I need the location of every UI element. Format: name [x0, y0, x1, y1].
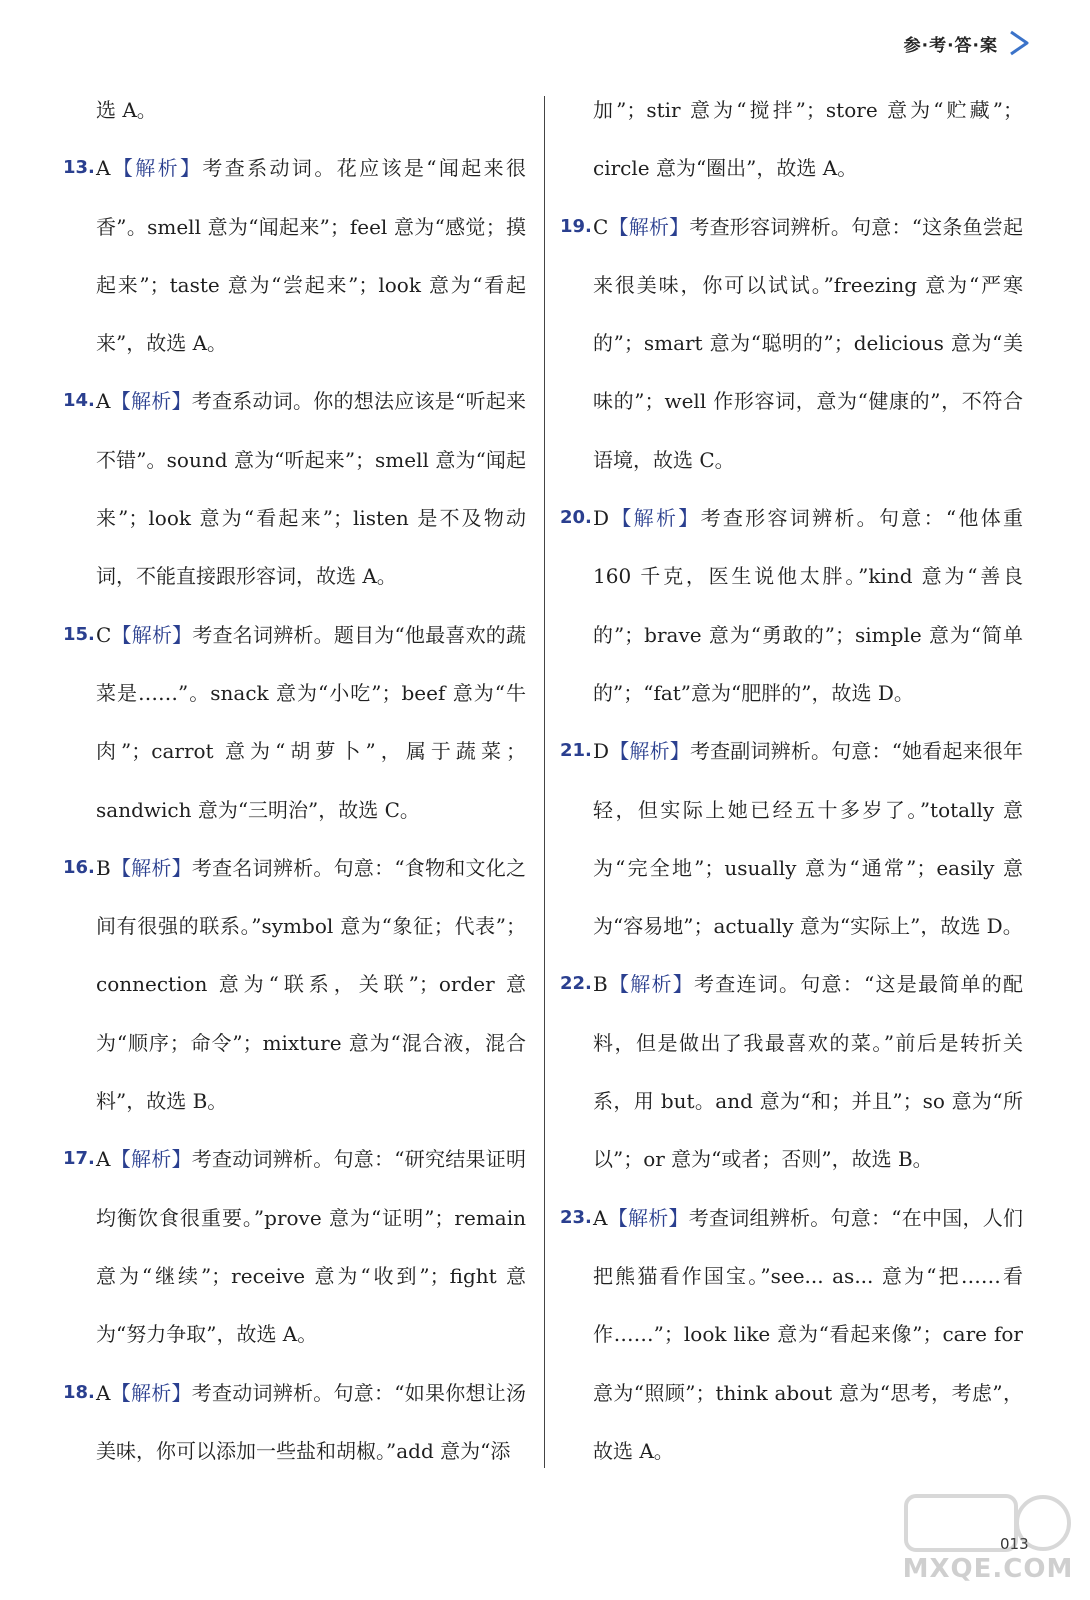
explanation-text: 考查系动词。你的想法应该是“听起来不错”。sound 意为“听起来”；smell 意为“闻起来”；look 意为“看起来”；listen 是不及物动词，不能直接跟形容词，故选 A。 — [96, 389, 526, 589]
answer-letter: B — [96, 855, 111, 880]
answer-item — [63, 139, 527, 372]
question-number: 14. — [63, 390, 95, 412]
right-column — [560, 81, 1024, 1480]
answer-letter: A — [96, 389, 111, 414]
answer-item — [63, 372, 526, 605]
answer-letter: A — [593, 1205, 608, 1230]
analysis-tag: 【解析】 — [607, 1205, 689, 1230]
question-number: 16. — [63, 856, 95, 878]
analysis-tag: 【解析】 — [110, 1380, 192, 1405]
analysis-tag: 【解析】 — [607, 972, 694, 997]
analysis-tag: 【解析】 — [110, 855, 192, 880]
watermark-text: MXQE.COM — [902, 1554, 1074, 1584]
left-column — [63, 81, 527, 1480]
explanation-text: 考查连词。句意：“这是最简单的配料，但是做出了我最喜欢的菜。”前后是转折关系，用 but。and 意为“和；并且”；so 意为“所以”；or 意为“或者；否则”，故选 B。 — [593, 972, 1023, 1172]
answer-letter: A — [96, 156, 111, 181]
explanation-text: 考查动词辨析。句意：“研究结果证明均衡饮食很重要。”prove 意为“证明”；remain 意为“继续”；receive 意为“收到”；fight 意为“努力争取”，故选 A。 — [96, 1147, 526, 1347]
answer-letter: D — [593, 739, 610, 764]
analysis-tag: 【解析】 — [111, 622, 193, 647]
answer-item — [560, 198, 1023, 489]
explanation-text: 考查名词辨析。题目为“他最喜欢的蔬菜是……”。snack 意为“小吃”；beef 意为“牛肉”；carrot 意为“胡萝卜”，属于蔬菜；sandwich 意为“三明治”，故选 C。 — [96, 622, 526, 822]
header-title: 参·考·答·案 — [903, 35, 998, 56]
explanation-text: 考查形容词辨析。句意：“这条鱼尝起来很美味，你可以试试。”freezing 意为“严寒的”；smart 意为“聪明的”；delicious 意为“美味的”；well 作形容词，意为“健康的”，不符合语境，故选 C。 — [593, 214, 1023, 472]
question-number: 15. — [63, 623, 95, 645]
question-number: 13. — [63, 157, 95, 179]
question-number: 22. — [560, 973, 592, 995]
explanation-text: 考查名词辨析。句意：“食物和文化之间有很强的联系。”symbol 意为“象征；代表”；connection 意为“联系，关联”；order 意为“顺序；命令”；mixture 意为“混合液，混合料”，故选 B。 — [96, 855, 527, 1114]
answer-letter: B — [593, 972, 608, 997]
explanation-text: 考查词组辨析。句意：“在中国，人们把熊猫看作国宝。”see... as... 意为“把……看作……”；look like 意为“看起来像”；care for 意为“照顾”；think about 意为“思考，考虑”，故选 A。 — [593, 1205, 1023, 1463]
page-number: 013 — [1000, 1535, 1029, 1553]
answer-letter: D — [593, 506, 610, 531]
answer-item — [63, 1364, 526, 1481]
answer-item — [560, 722, 1023, 955]
question-number: 19. — [560, 215, 592, 237]
question-number: 21. — [560, 740, 592, 762]
explanation-text: 考查系动词。花应该是“闻起来很香”。smell 意为“闻起来”；feel 意为“感觉；摸起来”；taste 意为“尝起来”；look 意为“看起来”，故选 A。 — [96, 156, 527, 356]
page-header — [904, 30, 1030, 56]
analysis-tag: 【解析】 — [609, 506, 701, 531]
analysis-tag: 【解析】 — [110, 389, 192, 414]
question-number: 20. — [560, 507, 592, 529]
answer-letter: A — [96, 1380, 111, 1405]
analysis-tag: 【解析】 — [609, 739, 690, 764]
chevron-right-icon — [1008, 30, 1030, 56]
answer-item — [63, 839, 527, 1130]
question-number: 18. — [63, 1381, 95, 1403]
answer-letter: C — [96, 622, 112, 647]
watermark-badge-icon — [898, 1490, 1078, 1560]
analysis-tag: 【解析】 — [608, 214, 690, 239]
watermark-logo — [898, 1490, 1078, 1590]
explanation-text: 考查形容词辨析。句意：“他体重 160 千克，医生说他太胖。”kind 意为“善良的”；brave 意为“勇敢的”；simple 意为“简单的”；“fat”意为“肥胖的”，故选 D。 — [593, 506, 1024, 705]
answer-item — [560, 489, 1024, 722]
answer-item — [560, 1189, 1023, 1480]
answer-item — [63, 1130, 526, 1363]
analysis-tag: 【解析】 — [110, 156, 203, 181]
continuation-text: 加”；stir 意为“搅拌”；store 意为“贮藏”；circle 意为“圈出”，故选 A。 — [593, 98, 1023, 181]
question-number: 17. — [63, 1148, 95, 1170]
answer-letter: C — [593, 214, 609, 239]
explanation-text: 考查副词辨析。句意：“她看起来很年轻，但实际上她已经五十多岁了。”totally 意为“完全地”；usually 意为“通常”；easily 意为“容易地”；actually 意为“实际上”，故选 D。 — [593, 739, 1023, 939]
question-number: 23. — [560, 1206, 592, 1228]
analysis-tag: 【解析】 — [110, 1147, 192, 1172]
answer-item — [63, 606, 526, 839]
answer-letter: A — [96, 1147, 111, 1172]
answer-item — [560, 955, 1023, 1188]
explanation-text: 考查动词辨析。句意：“如果你想让汤美味，你可以添加一些盐和胡椒。”add 意为“添 — [96, 1380, 526, 1463]
continuation-text: 选 A。 — [96, 98, 157, 122]
column-divider — [544, 96, 545, 1468]
